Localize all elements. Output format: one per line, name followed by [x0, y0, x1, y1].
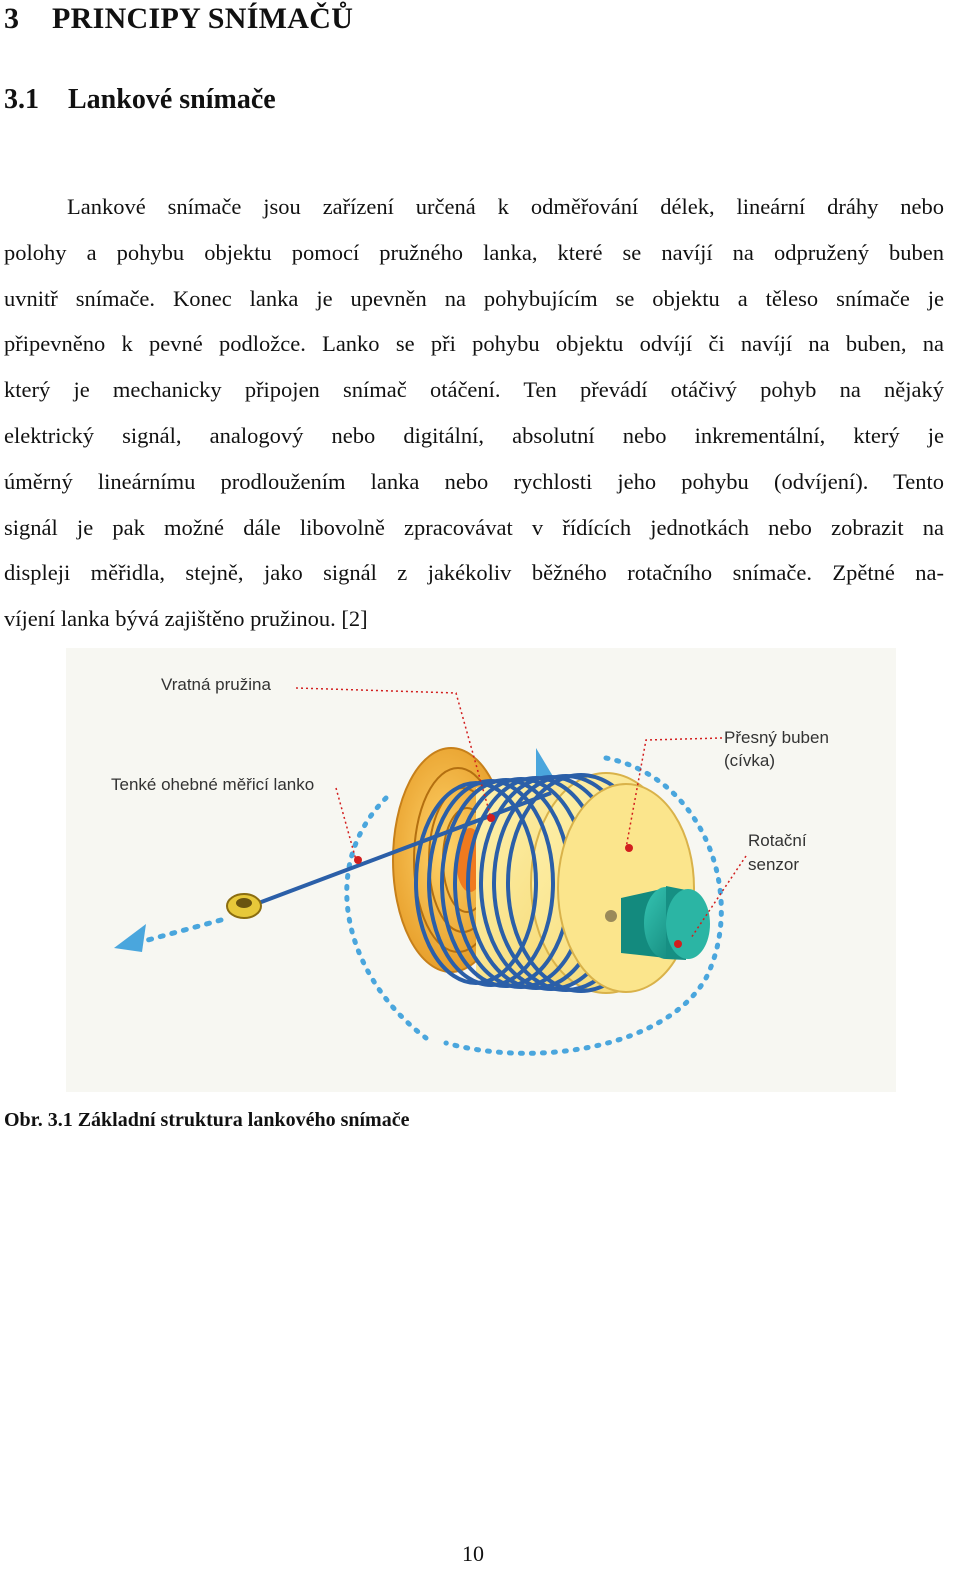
label-cable: Tenké ohebné měřicí lanko: [111, 775, 315, 794]
paragraph-line: polohy a pohybu objektu pomocí pružného lanka, které se navíjí na odpružený buben: [4, 239, 944, 265]
chapter-title: PRINCIPY SNÍMAČŮ: [52, 2, 354, 35]
figure-illustration: [66, 648, 896, 1092]
cable-marker-icon: [354, 856, 362, 864]
figure-cable-sensor: [66, 648, 896, 1092]
chapter-heading: [4, 2, 353, 36]
figure-caption: Obr. 3.1 Základní struktura lankového snímače: [4, 1109, 410, 1131]
paragraph-line: úměrný lineárnímu prodloužením lanka nebo rychlosti jeho pohybu (odvíjení). Tento: [4, 468, 944, 494]
paragraph-line: displeji měřidla, stejně, jako signál z jakékoliv běžného rotačního snímače. Zpětné na-: [4, 560, 944, 586]
rotary-sensor: [621, 886, 710, 960]
paragraph-line: signál je pak možné dále libovolně zpracovávat v řídících jednotkách nebo zobrazit na: [4, 514, 944, 540]
paragraph-line: Lankové snímače jsou zařízení určená k odměřování délek, lineární dráhy nebo: [67, 194, 944, 219]
label-sensor-line1: Rotační: [748, 831, 807, 850]
label-spring: Vratná pružina: [161, 675, 271, 694]
spring-marker-icon: [487, 814, 495, 822]
label-sensor-line2: senzor: [748, 855, 800, 874]
section-number: 3.1: [4, 84, 39, 115]
paragraph-line: který je mechanicky připojen snímač otáčení. Ten převádí otáčivý pohyb na nějaký: [4, 377, 944, 403]
page-number: 10: [462, 1541, 484, 1566]
paragraph-line: elektrický signál, analogový nebo digitální, absolutní nebo inkrementální, který je: [4, 422, 944, 448]
cable-end-fitting: [227, 894, 261, 918]
paragraph-line: připevněno k pevné podložce. Lanko se při pohybu objektu odvíjí či navíjí na buben, na: [4, 331, 944, 357]
sensor-marker-icon: [674, 940, 682, 948]
body-paragraph: [4, 184, 944, 642]
section-heading: [4, 84, 276, 116]
drum-marker-icon: [625, 844, 633, 852]
paragraph-line: uvnitř snímače. Konec lanka je upevněn na pohybujícím se objektu a těleso snímače je: [4, 285, 944, 311]
label-drum-line2: (cívka): [724, 751, 775, 770]
chapter-number: 3: [4, 2, 20, 35]
paragraph-line: víjení lanka bývá zajištěno pružinou. [2]: [4, 606, 368, 632]
section-title: Lankové snímače: [68, 84, 276, 115]
label-drum-line1: Přesný buben: [724, 728, 829, 747]
